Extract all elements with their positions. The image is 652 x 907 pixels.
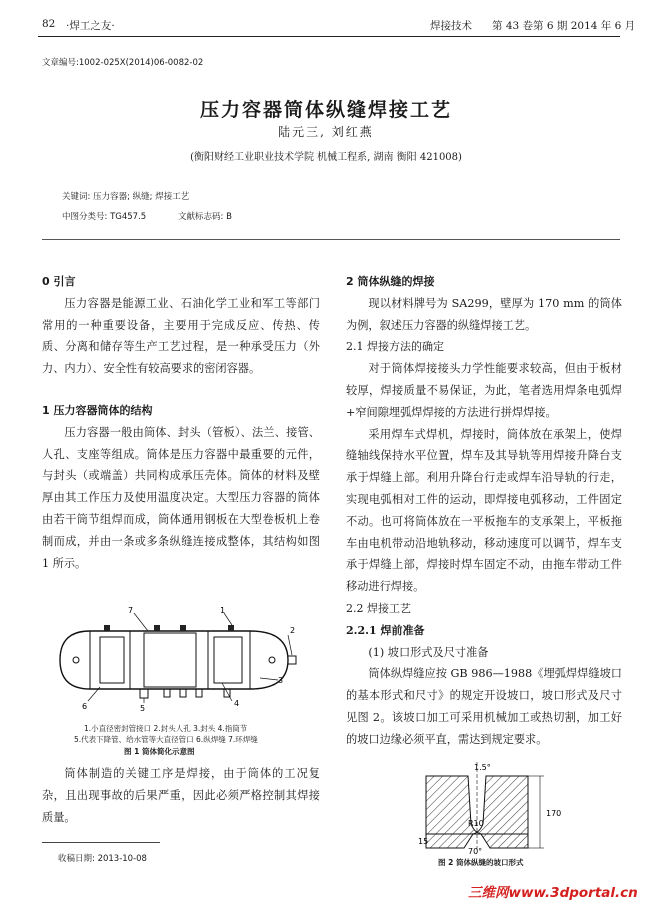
fig1-label-7: 7 xyxy=(128,606,134,615)
section-0-paragraph: 压力容器是能源工业、石油化学工业和军工等部门常用的一种重要设备，主要用于完成反应、传热、传质、分离和储存等生产工艺过程，是一种承受压力（外力、内力）、安全性有较高要求的密闭容器。 xyxy=(42,296,320,376)
section-2-2-1-subheading: (1) 坡口形式及尺寸准备 xyxy=(368,645,489,659)
figure-1-drawing xyxy=(56,605,306,720)
section-1-heading: 1 压力容器筒体的结构 xyxy=(42,403,153,417)
affiliation: (衡阳财经工业职业技术学院 机械工程系, 湖南 衡阳 421008) xyxy=(190,152,462,163)
page-number: 82 xyxy=(42,18,56,30)
downcomer-3 xyxy=(180,689,186,697)
page-title: 压力容器筒体纵缝焊接工艺 xyxy=(199,99,452,121)
journal-column: ·焊工之友· xyxy=(66,20,115,32)
nozzle-top-1 xyxy=(104,625,110,631)
fig2-depth: 170 xyxy=(546,809,562,818)
watermark: 三维网www.3dportal.cn xyxy=(468,885,638,901)
article-number: 文章编号:1002-025X(2014)06-0082-02 xyxy=(42,58,204,68)
shell-course-1 xyxy=(100,637,124,683)
head-nozzle xyxy=(288,656,296,664)
section-0-heading: 0 引言 xyxy=(42,275,76,288)
fig1-label-3: 3 xyxy=(278,676,284,685)
section-2-heading: 2 筒体纵缝的焊接 xyxy=(346,275,435,288)
fig1-label-4: 4 xyxy=(234,699,240,708)
fig1-label-2: 2 xyxy=(290,626,296,635)
leader-2 xyxy=(288,635,292,655)
right-column xyxy=(346,271,622,751)
downcomer-2 xyxy=(164,689,170,697)
section-2-1-paragraph-1: 对于筒体焊接接头力学性能要求较高，但由于板材较厚，焊接质量不易保证，为此，笔者选用焊条电弧焊+窄间隙埋弧焊焊接的方法进行拼焊焊接。 xyxy=(346,362,622,419)
leader-1 xyxy=(224,613,232,625)
section-2-1-paragraph-2: 采用焊车式焊机，焊接时，筒体放在承架上，使焊缝轴线保持水平位置，焊车及其导轨等用焊接升降台支承于焊缝上部。利用升降台行走或焊车沿导轨的行走，实现电弧相对工件的运动，即焊接电弧移动，工件固定不动。也可将筒体放在一平板拖车的支承架上，平板拖车由电机带动沿地轨移动，移动速度可以调节，焊车支承于焊缝上部，焊接时焊车固定不动，由拖车带动工件移动进行焊接。 xyxy=(346,427,622,594)
manhole-left xyxy=(73,657,79,663)
fig2-angle-top: 1.5° xyxy=(474,763,491,772)
section-1-paragraph-2: 筒体制造的关键工序是焊接，由于筒体的工况复杂，且出现事故的后果严重，因此必须严格控制其焊接质量。 xyxy=(42,767,320,824)
received-date: 收稿日期: 2013-10-08 xyxy=(58,854,147,864)
fig2-radius: R10 xyxy=(468,819,484,828)
vessel-outline xyxy=(60,631,288,689)
authors: 陆元三, 刘红燕 xyxy=(278,125,374,139)
abstract-rule xyxy=(42,239,620,240)
figure-2-drawing xyxy=(418,758,568,854)
downcomer-1 xyxy=(140,689,148,698)
keywords: 关键词: 压力容器; 纵缝; 焊接工艺 xyxy=(62,192,190,202)
nozzle-top-2 xyxy=(154,625,160,631)
fig2-root: 15 xyxy=(418,837,429,846)
fig1-label-6: 6 xyxy=(82,702,88,711)
figure-1-caption: 图 1 筒体简化示意图 xyxy=(124,747,195,756)
section-2-2-1-heading: 2.2.1 焊前准备 xyxy=(346,623,425,637)
footnote-rule xyxy=(42,842,160,843)
root-right xyxy=(481,834,528,848)
nozzle-top-3 xyxy=(180,625,186,631)
leader-3 xyxy=(260,678,278,680)
figure-1-legend-line-2: 5.代表下降管、给水管等大直径管口 6.纵焊缝 7.环焊缝 xyxy=(74,735,258,744)
shell-course-2 xyxy=(144,633,196,687)
clc-number: 中图分类号: TG457.5 xyxy=(62,212,147,222)
fig1-label-5: 5 xyxy=(140,704,146,713)
shell-course-3 xyxy=(214,637,242,683)
header-rule xyxy=(38,36,620,37)
leader-7 xyxy=(134,613,148,631)
left-column-continued xyxy=(42,763,320,828)
journal-title: 焊接技术 xyxy=(430,20,472,32)
section-2-1-heading: 2.1 焊接方法的确定 xyxy=(346,340,444,354)
document-code: 文献标志码: B xyxy=(178,212,232,222)
left-column xyxy=(42,271,320,574)
nozzle-top-4 xyxy=(228,625,234,631)
figure-1-legend-line-1: 1.小直径密封管接口 2.封头人孔 3.封头 4.指筒节 xyxy=(84,724,248,733)
root-left xyxy=(426,834,473,848)
manhole-right xyxy=(269,657,275,663)
section-2-paragraph: 现以材料牌号为 SA299，壁厚为 170 mm 的筒体为例，叙述压力容器的纵缝焊接工艺。 xyxy=(346,296,622,332)
fig2-angle-bottom: 70° xyxy=(468,847,483,854)
fig1-label-1: 1 xyxy=(220,606,226,615)
downcomer-4 xyxy=(196,689,202,697)
section-1-paragraph: 压力容器一般由筒体、封头（管板）、法兰、接管、人孔、支座等组成。筒体是压力容器中最重要的元件，与封头（或端盖）共同构成承压壳体。筒体的材料及壁厚由其工作压力及使用温度决定。大型压力容器的筒体由若干筒节组焊而成，筒体通用钢板在大型卷板机上卷制而成，并由一条或多条纵缝连接成整体，其结构如图 1 所示。 xyxy=(42,425,320,570)
issue-info: 第 43 卷第 6 期 2014 年 6 月 xyxy=(492,20,636,32)
section-2-2-heading: 2.2 焊接工艺 xyxy=(346,601,411,615)
section-2-2-1-paragraph: 筒体纵焊缝应按 GB 986—1988《埋弧焊焊缝坡口的基本形式和尺寸》的规定开设坡口，坡口形式及尺寸见图 2。该坡口加工可采用机械加工或热切割，加工好的坡口边缘必须平直，需达到规定要求。 xyxy=(346,667,622,746)
figure-2-caption: 图 2 筒体纵缝的坡口形式 xyxy=(438,858,524,867)
